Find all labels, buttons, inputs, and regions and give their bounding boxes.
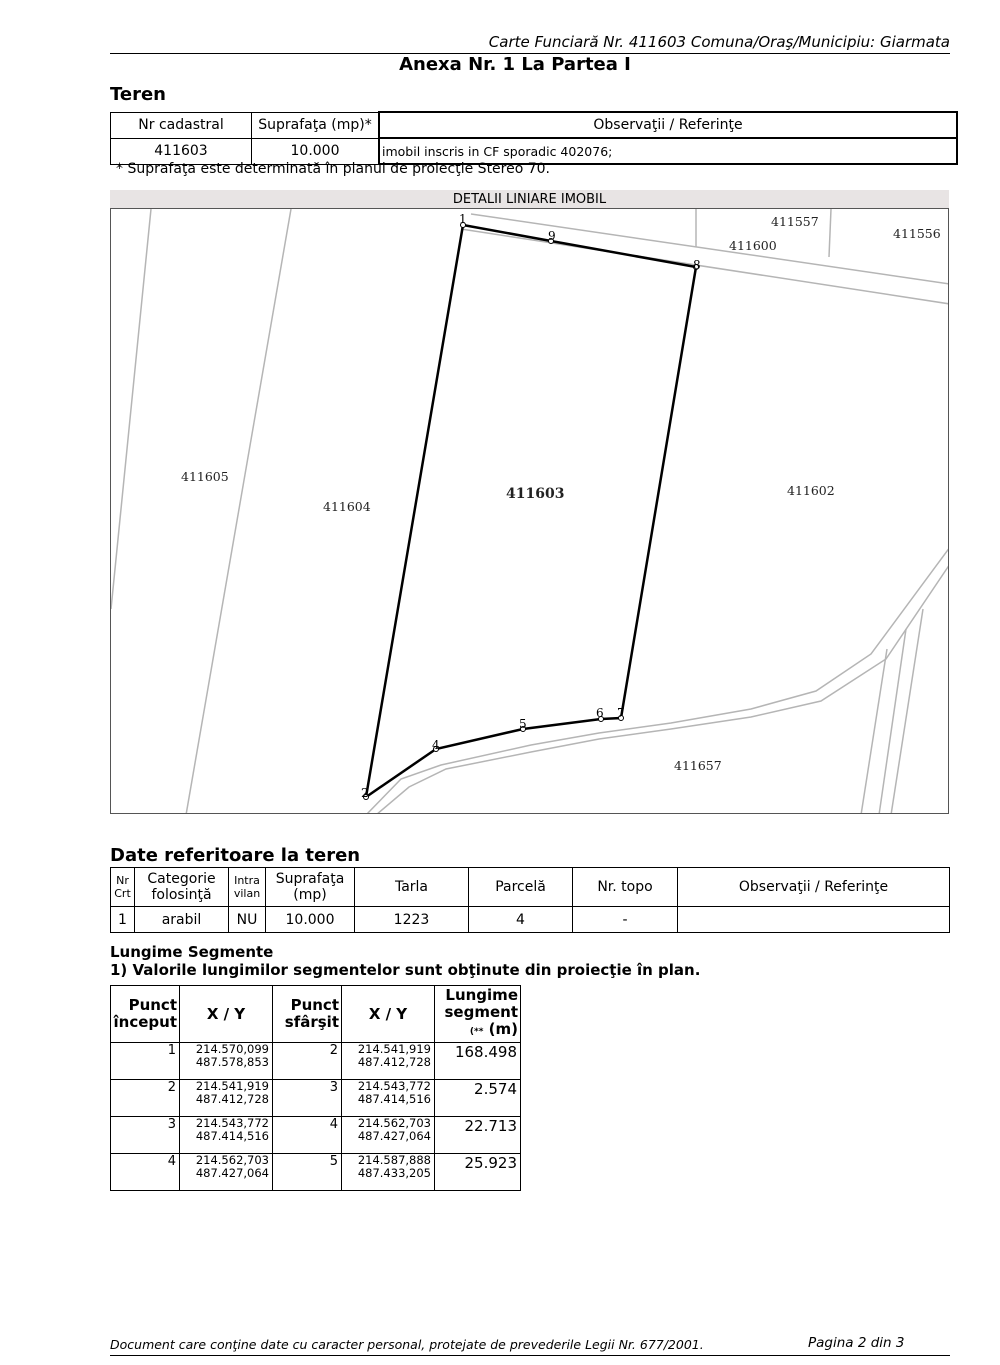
table-row	[111, 907, 950, 933]
cell-start: 4	[111, 1154, 180, 1191]
table-row	[111, 1043, 521, 1080]
cell-observatii	[678, 907, 950, 933]
stereo-note: * Suprafaţa este determinată în planul de proiecţie Stereo 70.	[116, 161, 551, 177]
cell-start: 1	[111, 1043, 180, 1080]
parcel-label: 411556	[893, 226, 941, 241]
neighbor-boundaries	[111, 209, 949, 814]
point-label-4: 4	[432, 738, 440, 752]
parcel-label: 411600	[729, 238, 777, 253]
lungime-subtitle: 1) Valorile lungimilor segmentelor sunt obţinute din proiecţie în plan.	[110, 961, 701, 979]
page-number: Pagina 2 din 3	[808, 1335, 905, 1351]
segment-header-row	[111, 986, 521, 1043]
cell-start-xy: 214.541,919 487.412,728	[180, 1080, 273, 1117]
cell-topo: -	[573, 907, 678, 933]
col-parcela: Parcelă	[469, 868, 573, 907]
cell-end: 3	[273, 1080, 342, 1117]
cell-suprafata: 10.000	[266, 907, 355, 933]
col-suprafata: Suprafaţa (mp)*	[252, 112, 380, 138]
parcel-label: 411657	[674, 758, 722, 773]
col-tarla: Tarla	[355, 868, 469, 907]
cell-length: 25.923	[435, 1154, 521, 1191]
page-header: Carte Funciară Nr. 411603 Comuna/Oraş/Municipiu: Giarmata	[488, 33, 950, 51]
point-label-2: 2	[361, 786, 369, 800]
cell-start-xy: 214.562,703 487.427,064	[180, 1154, 273, 1191]
col-nr-crt: Nr Crt	[111, 868, 135, 907]
cell-observatii: imobil inscris in CF sporadic 402076;	[379, 138, 957, 164]
parcel-label: 411605	[181, 469, 229, 484]
col-lungime-label: Lungime segment	[444, 986, 518, 1021]
footer-divider	[110, 1355, 950, 1356]
cell-start-xy: 214.570,099 487.578,853	[180, 1043, 273, 1080]
col-punct-inceput: Punct început	[111, 986, 180, 1043]
cell-length: 168.498	[435, 1043, 521, 1080]
map-drawing	[111, 209, 949, 814]
teren-table	[110, 111, 958, 165]
point-label-6: 6	[596, 706, 604, 720]
cell-categorie: arabil	[135, 907, 229, 933]
parcel-label: 411557	[771, 214, 819, 229]
col-xy-end: X / Y	[342, 986, 435, 1043]
table-row	[111, 1154, 521, 1191]
footer-text: Document care conţine date cu caracter personal, protejate de prevederile Legii Nr. 677/2001.	[110, 1337, 704, 1352]
cell-intravilan: NU	[229, 907, 266, 933]
cell-start-xy: 214.543,772 487.414,516	[180, 1117, 273, 1154]
cell-length: 2.574	[435, 1080, 521, 1117]
cell-suprafata: 10.000	[252, 138, 380, 164]
col-nr-cadastral: Nr cadastral	[111, 112, 252, 138]
parcel-boundary	[366, 225, 696, 797]
cell-length: 22.713	[435, 1117, 521, 1154]
point-label-7: 7	[617, 706, 625, 720]
col-observatii: Observaţii / Referinţe	[678, 868, 950, 907]
point-label-9: 9	[548, 229, 556, 243]
parcel-label: 411604	[323, 499, 371, 514]
cell-end: 2	[273, 1043, 342, 1080]
date-teren-header-row	[111, 868, 950, 907]
point-label-1: 1	[459, 212, 467, 226]
col-suprafata: Suprafaţa (mp)	[266, 868, 355, 907]
cell-start: 3	[111, 1117, 180, 1154]
col-punct-sfarsit: Punct sfârşit	[273, 986, 342, 1043]
cell-parcela: 4	[469, 907, 573, 933]
annex-title: Anexa Nr. 1 La Partea I	[399, 54, 631, 75]
col-observatii: Observaţii / Referinţe	[379, 112, 957, 138]
col-categorie: Categorie folosinţă	[135, 868, 229, 907]
cadastral-map	[110, 208, 949, 814]
col-nr-topo: Nr. topo	[573, 868, 678, 907]
cell-start: 2	[111, 1080, 180, 1117]
col-xy-start: X / Y	[180, 986, 273, 1043]
cell-end-xy: 214.541,919 487.412,728	[342, 1043, 435, 1080]
cell-end-xy: 214.587,888 487.433,205	[342, 1154, 435, 1191]
cell-nr-cadastral: 411603	[111, 138, 252, 164]
map-title: DETALII LINIARE IMOBIL	[110, 190, 949, 208]
cell-end: 4	[273, 1117, 342, 1154]
cell-tarla: 1223	[355, 907, 469, 933]
table-row	[111, 1117, 521, 1154]
teren-title: Teren	[110, 84, 166, 105]
date-teren-title: Date referitoare la teren	[110, 845, 361, 866]
main-parcel-label: 411603	[506, 486, 565, 502]
col-lungime-note: (**	[469, 1027, 484, 1037]
point-label-8: 8	[693, 258, 701, 272]
parcel-label: 411602	[787, 483, 835, 498]
point-label-5: 5	[519, 717, 527, 731]
lungime-title: Lungime Segmente	[110, 943, 274, 961]
date-teren-table	[110, 867, 950, 933]
col-intravilan: Intra vilan	[229, 868, 266, 907]
teren-header-row	[111, 112, 958, 138]
cell-nr: 1	[111, 907, 135, 933]
table-row	[111, 1080, 521, 1117]
col-lungime-unit: (m)	[488, 1020, 518, 1038]
cell-end-xy: 214.543,772 487.414,516	[342, 1080, 435, 1117]
segment-table	[110, 985, 521, 1191]
cell-end-xy: 214.562,703 487.427,064	[342, 1117, 435, 1154]
cell-end: 5	[273, 1154, 342, 1191]
col-lungime	[435, 986, 521, 1043]
